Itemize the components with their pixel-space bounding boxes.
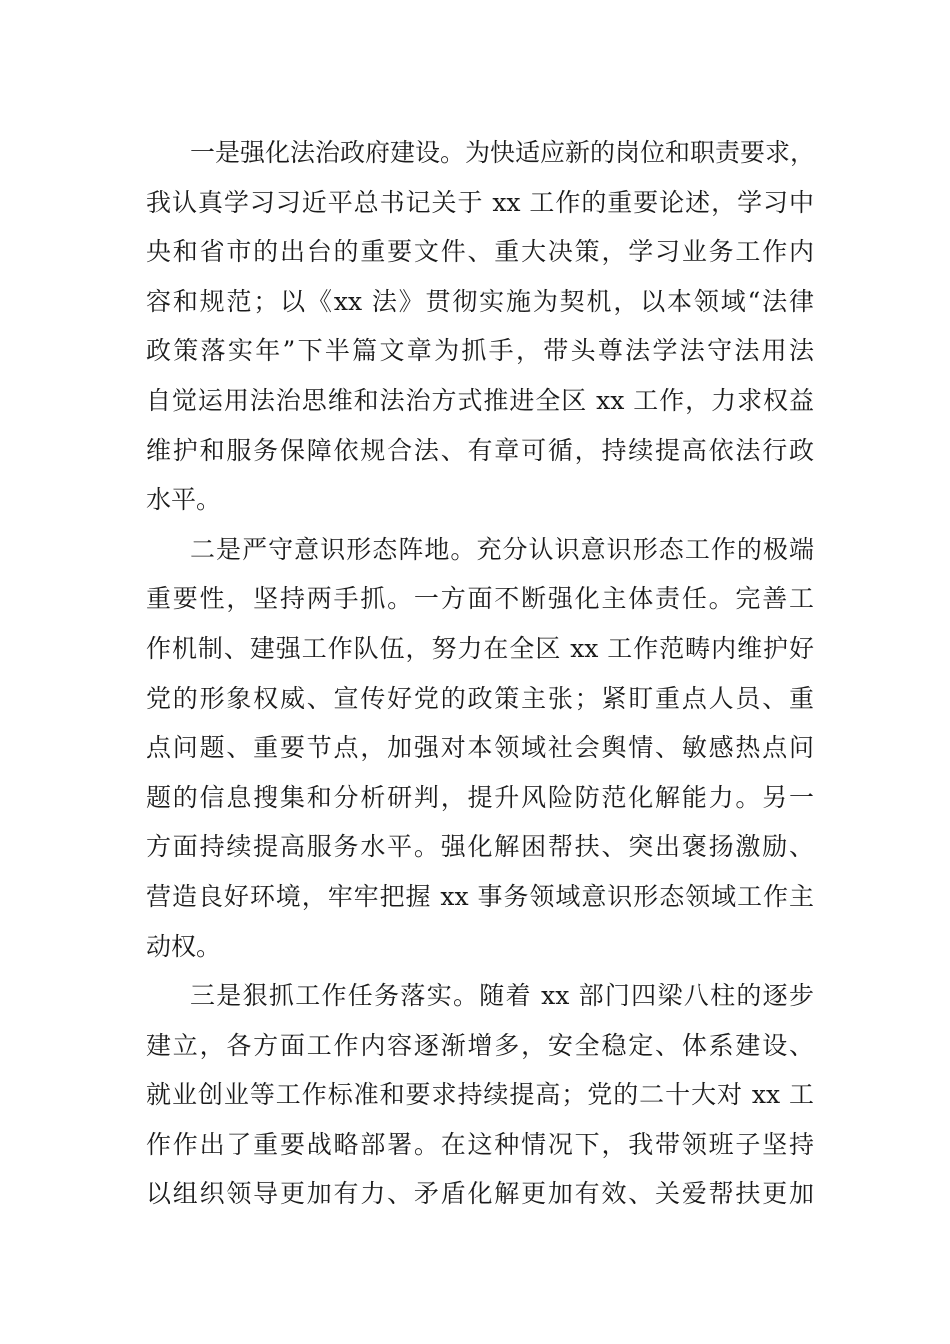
text-line: 容和规范；以《xx 法》贯彻实施为契机，以本领域“法律	[146, 286, 814, 316]
text-line: 央和省市的出台的重要文件、重大决策，学习业务工作内	[146, 237, 814, 267]
text-line: 作机制、建强工作队伍，努力在全区 xx 工作范畴内维护好	[146, 633, 814, 663]
text-line: 三是狠抓工作任务落实。随着 xx 部门四梁八柱的逐步	[190, 981, 814, 1011]
text-line: 点问题、重要节点，加强对本领域社会舆情、敏感热点问	[146, 733, 814, 763]
text-line: 我认真学习习近平总书记关于 xx 工作的重要论述，学习中	[146, 187, 814, 217]
text-line: 营造良好环境，牢牢把握 xx 事务领域意识形态领域工作主	[146, 881, 814, 911]
text-line: 水平。	[146, 485, 222, 515]
text-line: 二是严守意识形态阵地。充分认识意识形态工作的极端	[190, 534, 814, 564]
text-line: 作作出了重要战略部署。在这种情况下，我带领班子坚持	[146, 1129, 814, 1159]
paragraph-rule-of-law	[146, 128, 814, 525]
text-line: 维护和服务保障依规合法、有章可循，持续提高依法行政	[146, 435, 814, 465]
text-line: 自觉运用法治思维和法治方式推进全区 xx 工作，力求权益	[146, 385, 814, 415]
text-line: 重要性，坚持两手抓。一方面不断强化主体责任。完善工	[146, 584, 814, 614]
text-line: 动权。	[146, 931, 222, 961]
text-line: 以组织领导更加有力、矛盾化解更加有效、关爱帮扶更加	[146, 1179, 814, 1209]
text-line: 建立，各方面工作内容逐渐增多，安全稳定、体系建设、	[146, 1030, 814, 1060]
paragraph-ideology	[146, 525, 814, 971]
text-line: 方面持续提高服务水平。强化解困帮扶、突出褒扬激励、	[146, 832, 814, 862]
text-line: 题的信息搜集和分析研判，提升风险防范化解能力。另一	[146, 782, 814, 812]
text-line: 就业创业等工作标准和要求持续提高；党的二十大对 xx 工	[146, 1080, 814, 1110]
text-line: 一是强化法治政府建设。为快适应新的岗位和职责要求，	[190, 138, 816, 167]
document-body	[146, 128, 814, 1219]
paragraph-task-implementation	[146, 971, 814, 1219]
text-line: 党的形象权威、宣传好党的政策主张；紧盯重点人员、重	[146, 683, 814, 713]
text-line: 政策落实年”下半篇文章为抓手，带头尊法学法守法用法	[146, 336, 814, 366]
